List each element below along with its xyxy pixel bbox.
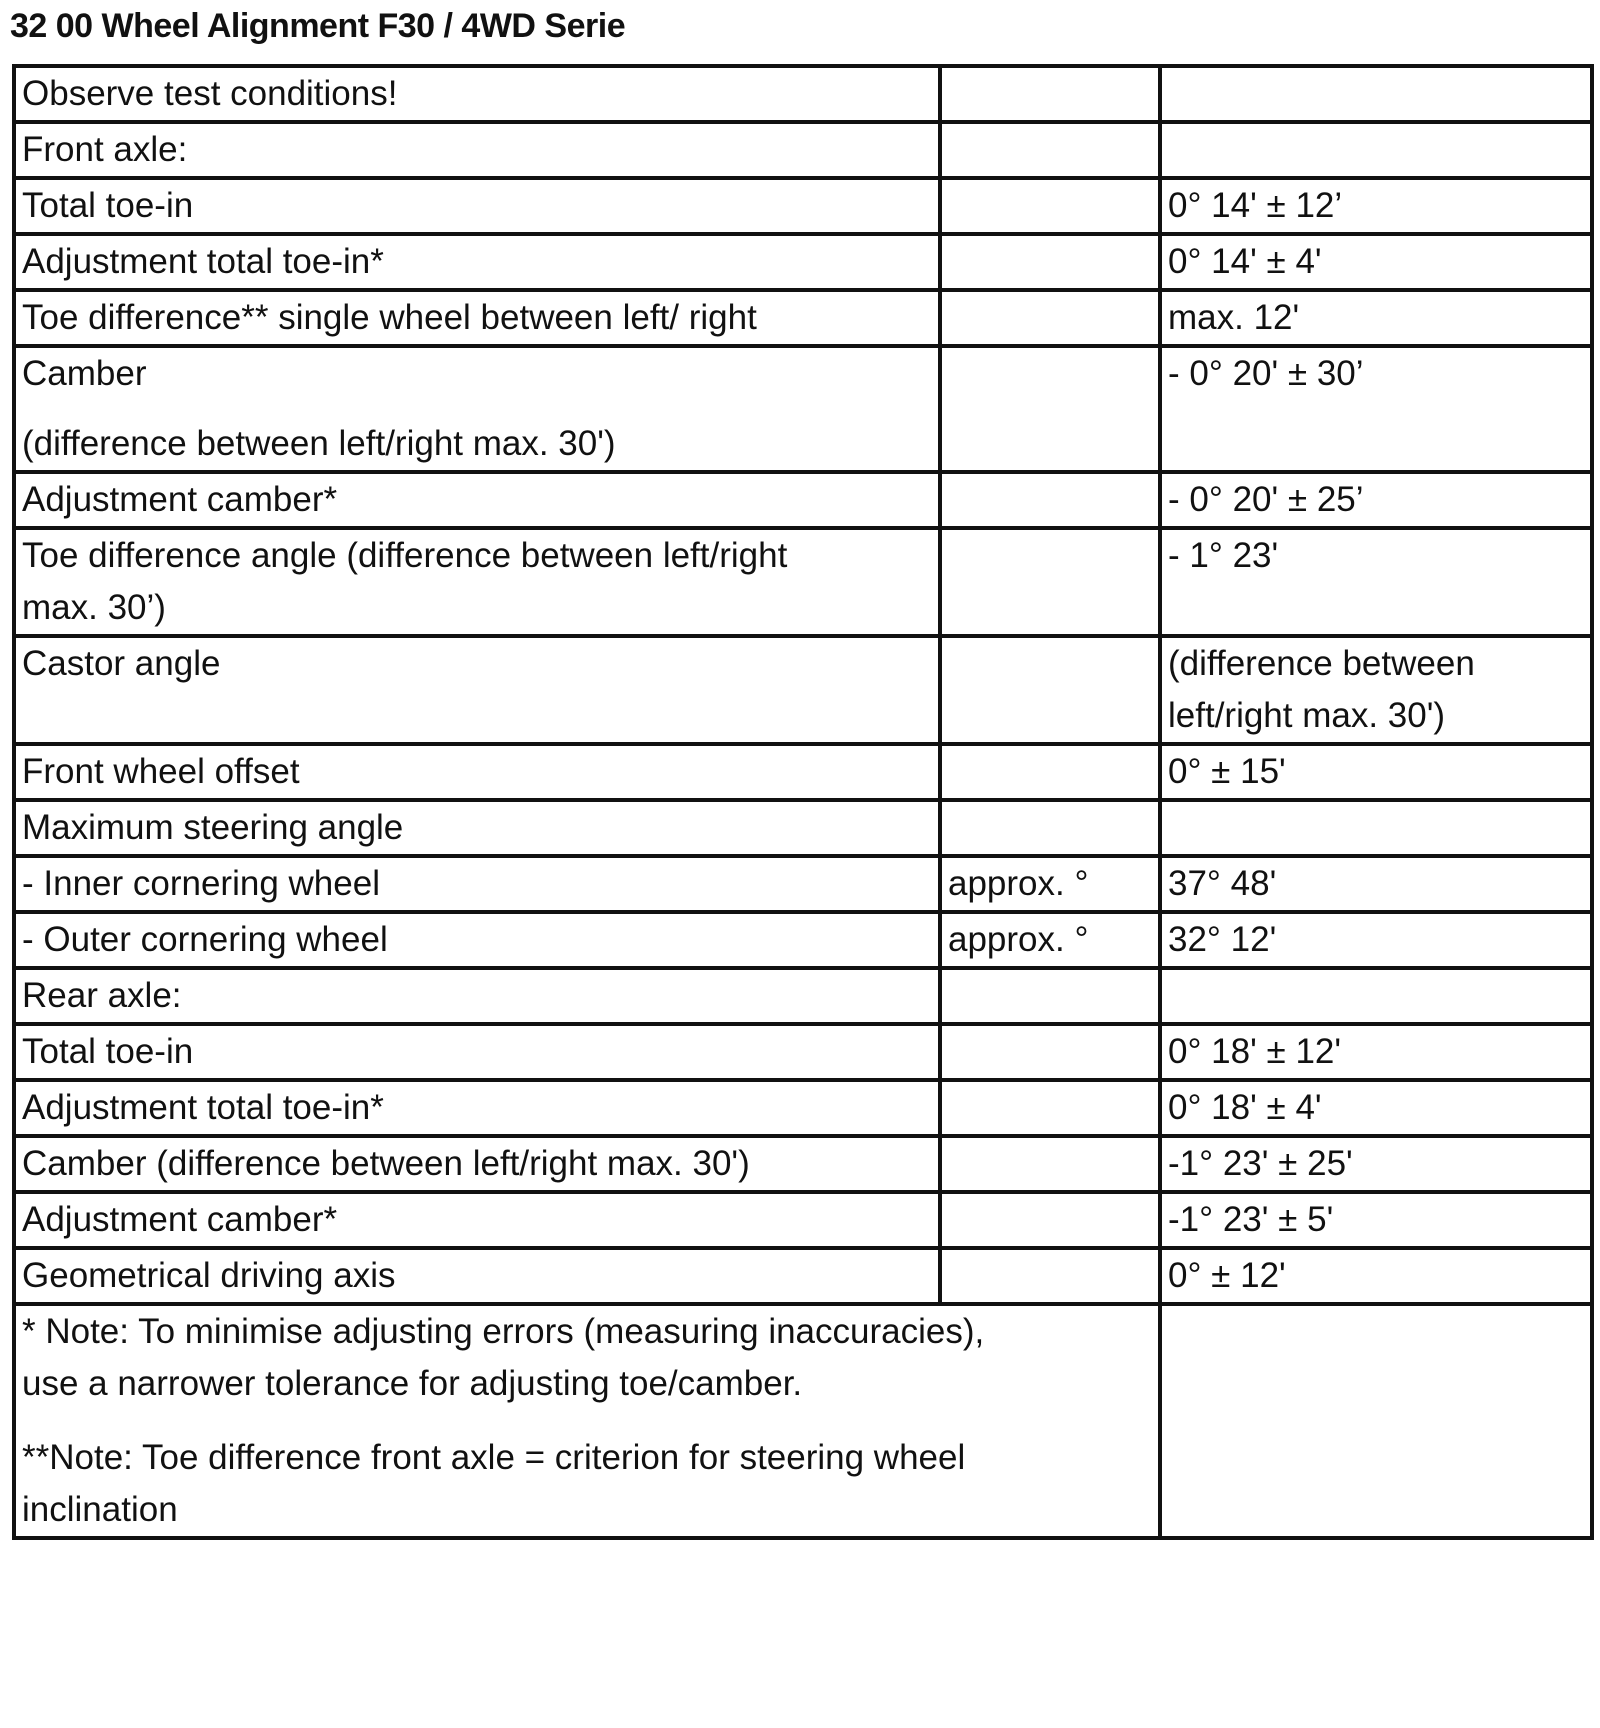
table-row	[14, 744, 1592, 800]
row-value	[1160, 122, 1592, 178]
row-unit	[940, 528, 1160, 636]
row-unit	[940, 968, 1160, 1024]
row-unit	[940, 1248, 1160, 1304]
row-unit: approx. °	[940, 856, 1160, 912]
row-label: Adjustment camber*	[14, 472, 940, 528]
row-unit	[940, 1024, 1160, 1080]
row-label: Maximum steering angle	[14, 800, 940, 856]
table-row	[14, 346, 1592, 472]
row-value	[1160, 66, 1592, 122]
row-unit	[940, 744, 1160, 800]
table-row	[14, 968, 1592, 1024]
row-label-line: Toe difference angle (difference between left/right	[22, 536, 788, 575]
table-row	[14, 856, 1592, 912]
row-label: - Inner cornering wheel	[14, 856, 940, 912]
row-unit	[940, 290, 1160, 346]
row-label: Adjustment camber*	[14, 1192, 940, 1248]
note-line: * Note: To minimise adjusting errors (measuring inaccuracies),	[22, 1312, 985, 1351]
note-line: **Note: Toe difference front axle = criterion for steering wheel	[22, 1438, 966, 1477]
row-label: Total toe-in	[14, 1024, 940, 1080]
row-value: 0° ± 15'	[1160, 744, 1592, 800]
table-row	[14, 1024, 1592, 1080]
row-label	[14, 528, 940, 636]
notes-row	[14, 1304, 1592, 1538]
wheel-alignment-table	[12, 64, 1594, 1540]
row-value: - 0° 20' ± 30’	[1160, 346, 1592, 472]
row-unit	[940, 66, 1160, 122]
table-row	[14, 1248, 1592, 1304]
row-label: Castor angle	[14, 636, 940, 744]
table-row	[14, 1136, 1592, 1192]
table-row	[14, 800, 1592, 856]
row-value	[1160, 800, 1592, 856]
row-unit	[940, 472, 1160, 528]
row-value: 0° ± 12'	[1160, 1248, 1592, 1304]
row-value-line: (difference between	[1168, 644, 1475, 683]
table-row	[14, 290, 1592, 346]
row-label: Front wheel offset	[14, 744, 940, 800]
document-title: 32 00 Wheel Alignment F30 / 4WD Serie	[10, 7, 626, 45]
note-line: use a narrower tolerance for adjusting toe/camber.	[22, 1364, 803, 1403]
row-unit	[940, 234, 1160, 290]
row-label	[14, 346, 940, 472]
row-value: - 0° 20' ± 25’	[1160, 472, 1592, 528]
table-row	[14, 66, 1592, 122]
row-label: Toe difference** single wheel between left/ right	[14, 290, 940, 346]
table-row	[14, 234, 1592, 290]
row-unit	[940, 346, 1160, 472]
row-label: Total toe-in	[14, 178, 940, 234]
table-row	[14, 178, 1592, 234]
row-value	[1160, 968, 1592, 1024]
row-value: 0° 18' ± 12'	[1160, 1024, 1592, 1080]
row-label-line: max. 30’)	[22, 588, 166, 627]
row-label: Observe test conditions!	[14, 66, 940, 122]
table-row	[14, 912, 1592, 968]
note-line: inclination	[22, 1490, 178, 1529]
row-label: Rear axle:	[14, 968, 940, 1024]
notes-value	[1160, 1304, 1592, 1538]
row-unit	[940, 178, 1160, 234]
table-row	[14, 528, 1592, 636]
row-value: max. 12'	[1160, 290, 1592, 346]
row-label: Geometrical driving axis	[14, 1248, 940, 1304]
row-label: Adjustment total toe-in*	[14, 234, 940, 290]
row-unit	[940, 1080, 1160, 1136]
row-value: -1° 23' ± 5'	[1160, 1192, 1592, 1248]
notes-cell	[14, 1304, 1160, 1538]
row-value: 0° 14' ± 12’	[1160, 178, 1592, 234]
row-label-line: Camber	[22, 354, 147, 393]
row-label: Adjustment total toe-in*	[14, 1080, 940, 1136]
row-unit	[940, 800, 1160, 856]
row-value: 0° 18' ± 4'	[1160, 1080, 1592, 1136]
table-row	[14, 1192, 1592, 1248]
row-value: 32° 12'	[1160, 912, 1592, 968]
row-label: Front axle:	[14, 122, 940, 178]
row-unit: approx. °	[940, 912, 1160, 968]
row-value: -1° 23' ± 25'	[1160, 1136, 1592, 1192]
row-value-line: left/right max. 30')	[1168, 696, 1446, 735]
row-unit	[940, 122, 1160, 178]
table-row	[14, 636, 1592, 744]
row-unit	[940, 636, 1160, 744]
row-value	[1160, 636, 1592, 744]
row-value: 37° 48'	[1160, 856, 1592, 912]
row-label: - Outer cornering wheel	[14, 912, 940, 968]
row-unit	[940, 1192, 1160, 1248]
row-value: 0° 14' ± 4'	[1160, 234, 1592, 290]
table-row	[14, 122, 1592, 178]
table-row	[14, 1080, 1592, 1136]
table-row	[14, 472, 1592, 528]
row-value: - 1° 23'	[1160, 528, 1592, 636]
row-label-line: (difference between left/right max. 30')	[22, 424, 616, 463]
row-label: Camber (difference between left/right max. 30')	[14, 1136, 940, 1192]
row-unit	[940, 1136, 1160, 1192]
